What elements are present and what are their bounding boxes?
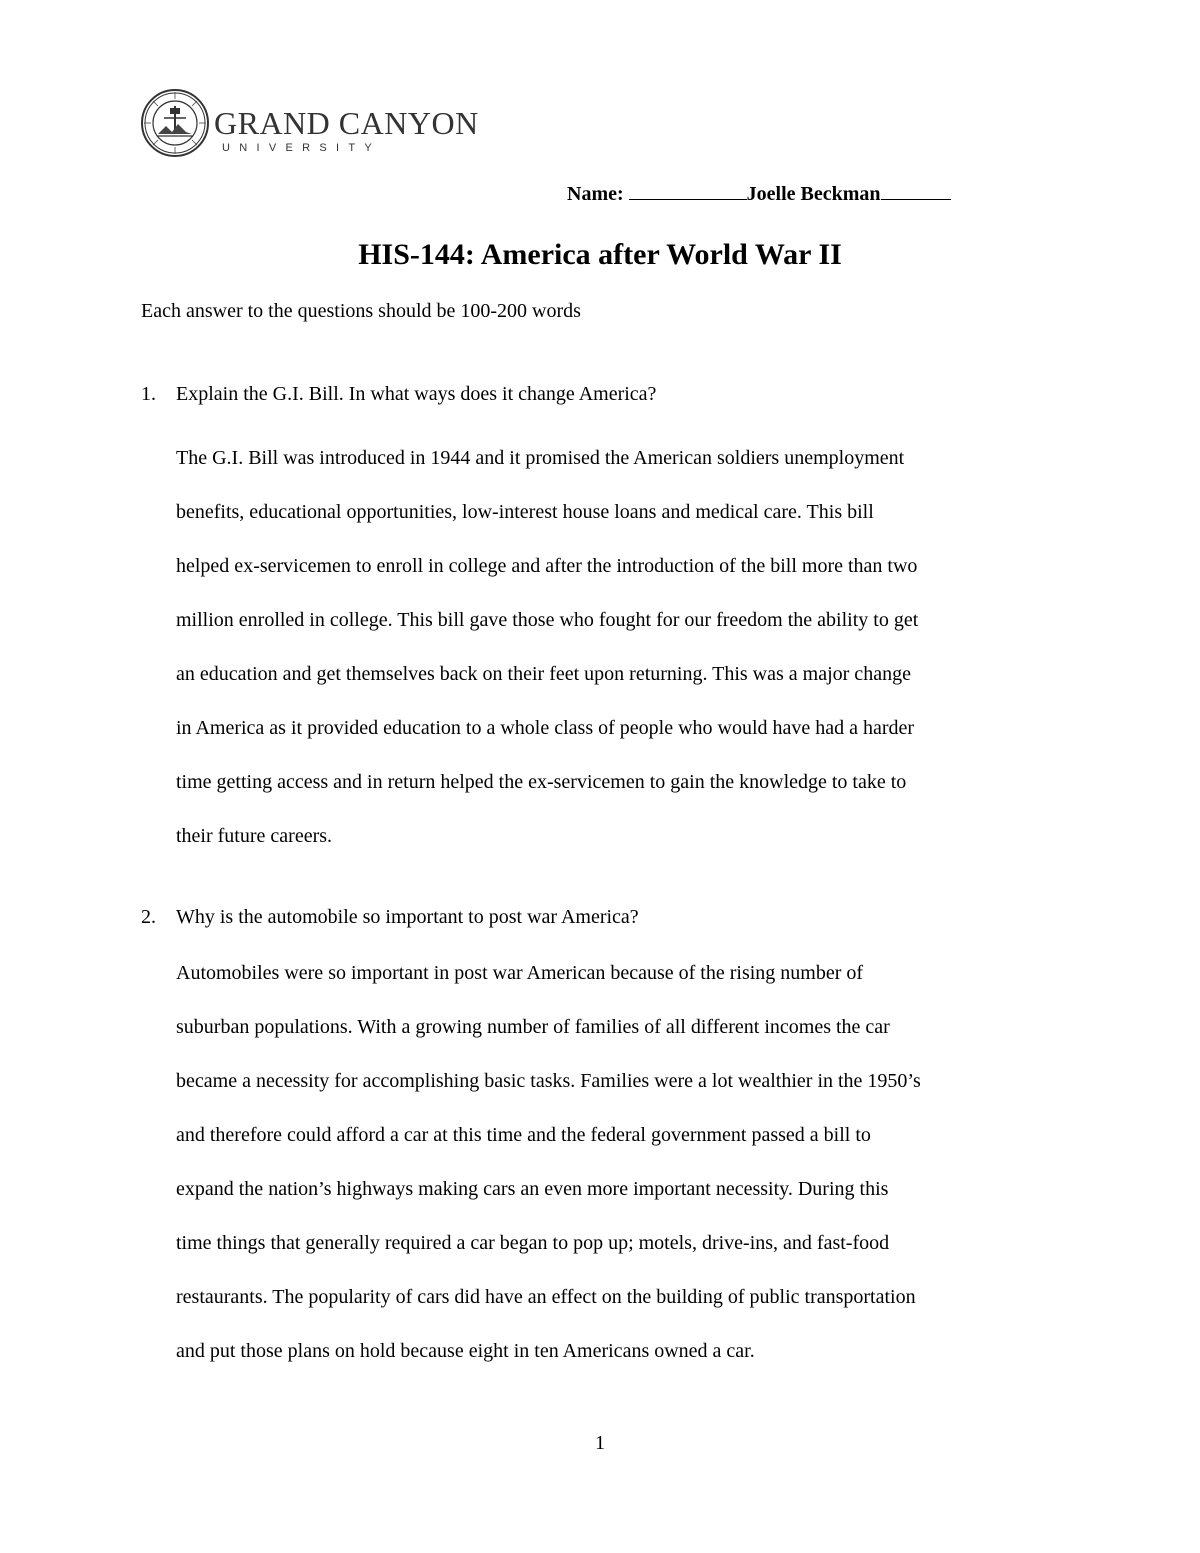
answer-line: restaurants. The popularity of cars did have an effect on the building of public transportation (176, 1286, 916, 1308)
page-number: 1 (595, 1432, 605, 1454)
name-underline-right (881, 183, 951, 200)
student-name-line (567, 183, 951, 206)
answer-line: and therefore could afford a car at this time and the federal government passed a bill to (176, 1124, 871, 1146)
question-text: Explain the G.I. Bill. In what ways does it change America? (176, 383, 657, 405)
question-number: 2. (141, 906, 156, 928)
question-number: 1. (141, 383, 156, 405)
document-title: HIS-144: America after World War II (358, 238, 842, 271)
answer-line: million enrolled in college. This bill gave those who fought for our freedom the ability to get (176, 609, 919, 631)
instructions-text: Each answer to the questions should be 100-200 words (141, 300, 581, 322)
question-2 (141, 906, 639, 929)
answer-line: became a necessity for accomplishing basic tasks. Families were a lot wealthier in the 1950’s (176, 1070, 921, 1092)
answer-line: their future careers. (176, 825, 333, 847)
name-underline-left (629, 183, 747, 200)
answer-line: helped ex-servicemen to enroll in college and after the introduction of the bill more than two (176, 555, 918, 577)
logo-subtitle: UNIVERSITY (222, 142, 382, 154)
question-1 (141, 383, 656, 406)
answer-line: an education and get themselves back on their feet upon returning. This was a major change (176, 663, 911, 685)
answer-1 (176, 431, 1066, 863)
name-label: Name: (567, 183, 624, 205)
answer-line: suburban populations. With a growing number of families of all different incomes the car (176, 1016, 890, 1038)
answer-line: expand the nation’s highways making cars an even more important necessity. During this (176, 1178, 889, 1200)
answer-line: time things that generally required a car began to pop up; motels, drive-ins, and fast-food (176, 1232, 890, 1254)
answer-line: Automobiles were so important in post war American because of the rising number of (176, 962, 864, 984)
answer-line: in America as it provided education to a whole class of people who would have had a harder (176, 717, 915, 739)
question-text: Why is the automobile so important to post war America? (176, 906, 639, 928)
answer-line: The G.I. Bill was introduced in 1944 and it promised the American soldiers unemployment (176, 447, 905, 469)
university-seal-icon (140, 88, 210, 158)
university-logo (140, 88, 479, 160)
name-value: Joelle Beckman (746, 183, 881, 205)
answer-line: benefits, educational opportunities, low-interest house loans and medical care. This bill (176, 501, 874, 523)
answer-line: and put those plans on hold because eight in ten Americans owned a car. (176, 1340, 755, 1362)
logo-wordmark: GRAND CANYON (214, 105, 479, 141)
answer-2 (176, 946, 1066, 1378)
answer-line: time getting access and in return helped the ex-servicemen to gain the knowledge to take to (176, 771, 907, 793)
